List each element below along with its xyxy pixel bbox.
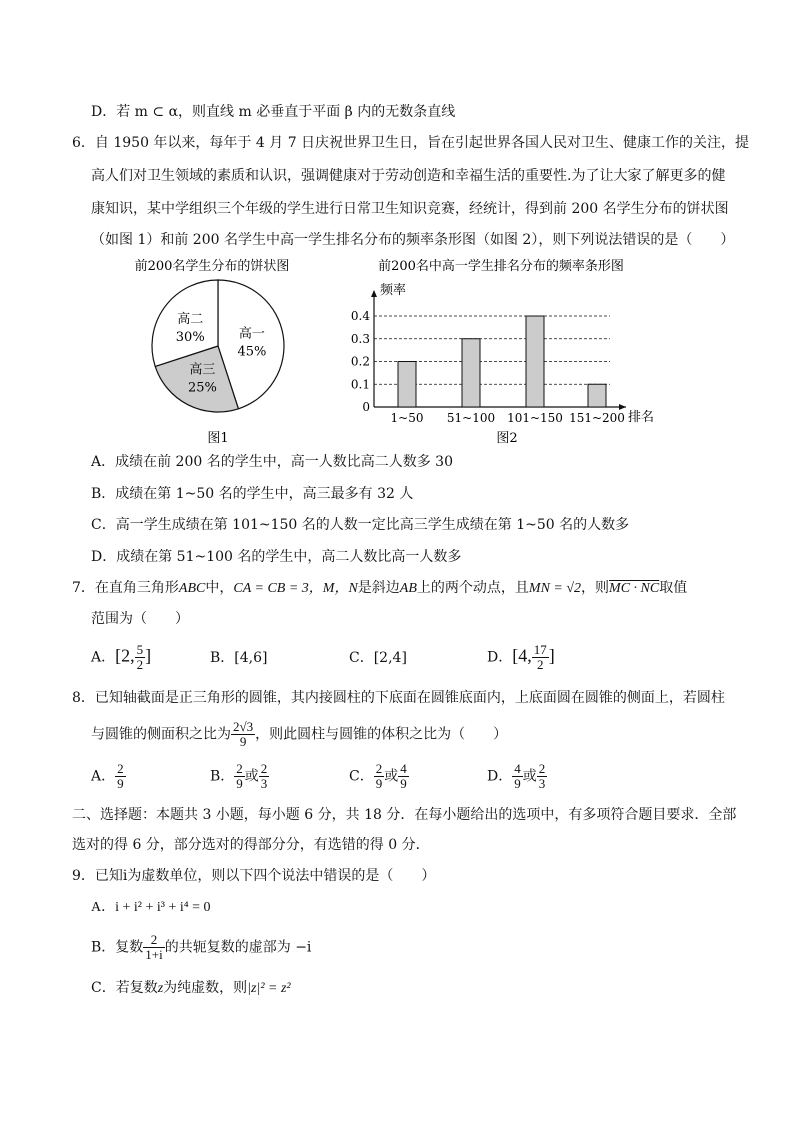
pie-slice-value-2: 30%: [175, 329, 205, 345]
x-axis-arrow: [619, 404, 626, 410]
pie-slice-label-0: 高一: [238, 326, 265, 342]
bar-2: [526, 316, 544, 407]
q8-text-line-1: 8．已知轴截面是正三角形的圆锥，其内接圆柱的下底面在圆锥底面内，上底面圆在圆锥的侧面上，若圆柱: [72, 690, 725, 706]
pie-slice-value-1: 25%: [187, 380, 217, 396]
y-tick-label: 0: [362, 400, 370, 414]
q7-option-b: B．[4,6]: [210, 650, 268, 666]
q6-option-b: B．成绩在第 1~50 名的学生中，高三最多有 32 人: [91, 486, 414, 502]
q7-option-d: D．[4, $\frac{17}{2}$ ]: [487, 642, 555, 672]
q7-triangle: ABC: [178, 581, 206, 596]
q7-hypotenuse: AB: [399, 581, 417, 596]
q6-option-d: D．成绩在第 51~100 名的学生中，高二人数比高一人数多: [91, 549, 462, 565]
q8-option-d: D． $\frac{4}{9}$ 或 $\frac{2}{3}$: [487, 761, 546, 791]
section-2-heading-line-2: 选对的得 6 分，部分选对的得部分分，有选错的得 0 分．: [72, 837, 430, 853]
q6-option-a: A．成绩在前 200 名的学生中，高一人数比高二人数多 30: [91, 454, 453, 470]
x-tick-label: 101~150: [507, 411, 563, 425]
x-tick-label: 51~100: [446, 411, 496, 425]
q6-text-line-2: 高人们对卫生领域的素质和认识，强调健康对于劳动创造和幸福生活的重要性.为了让大家了解更多的健: [91, 168, 726, 184]
bar-1: [462, 339, 480, 407]
q5-option-d: D．若 m ⊂ α，则直线 m 必垂直于平面 β 内的无数条直线: [91, 104, 456, 120]
y-tick-label: 0.4: [350, 309, 370, 323]
x-axis-label: 排名: [628, 410, 655, 425]
q8-option-c: C． $\frac{2}{9}$ 或 $\frac{4}{9}$: [349, 761, 407, 791]
x-tick-label: 151~200: [569, 411, 625, 425]
bar-chart: [351, 282, 654, 425]
q7-condition: CA = CB = 3，M，N: [233, 581, 358, 596]
bar-title: 前200名中高一学生排名分布的频率条形图: [378, 259, 624, 274]
q7-text-line-2: 范围为（ ）: [91, 611, 189, 627]
q9-option-a: A．i + i² + i³ + i⁴ = 0: [91, 900, 211, 915]
section-2-heading-line-1: 二、选择题：本题共 3 小题，每小题 6 分，共 18 分．在每小题给出的选项中，有多项符合题目要求．全部: [72, 807, 737, 823]
q6-figures: [0, 252, 794, 452]
q7-mid2: 是斜边: [357, 580, 400, 596]
q8-text-line-2: 与圆锥的侧面积之比为 $\frac{2√3}{9}$ ，则此圆柱与圆锥的体积之比为（ ）: [91, 719, 508, 749]
q8-option-a: A． $\frac{2}{9}$: [91, 761, 124, 791]
q7-mid3: 上的两个动点，且: [416, 580, 529, 596]
y-tick-label: 0.3: [350, 331, 370, 346]
q7-mid4: ，则: [581, 580, 610, 596]
bar-3: [588, 384, 606, 407]
q8-area-ratio: $\frac{2√3}{9}$: [233, 719, 254, 749]
x-tick-label: 1~50: [390, 411, 424, 425]
q7-dot-product: MC · NC: [609, 581, 660, 596]
y-tick-label: 0.1: [350, 377, 370, 392]
bar-0: [398, 362, 416, 408]
q8-option-b: B． $\frac{2}{9}$ 或 $\frac{2}{3}$: [210, 761, 268, 791]
q6-text-line-1: 6．自 1950 年以来，每年于 4 月 7 日庆祝世界卫生日，旨在引起世界各国人民对卫生、健康工作的关注，提: [72, 135, 750, 151]
y-axis-label: 频率: [380, 283, 407, 298]
pie-slice-label-1: 高三: [189, 362, 216, 378]
y-tick-label: 0.2: [350, 354, 370, 369]
q9-option-b: B．复数 $\frac{2}{1+i}$ 的共轭复数的虚部为 −i: [91, 932, 312, 962]
pie-chart: [152, 280, 284, 412]
q6-text-line-4: （如图 1）和前 200 名学生中高一学生排名分布的频率条形图（如图 2），则下列说法错误的是（ ）: [91, 232, 735, 248]
q6-text-line-3: 康知识，某中学组织三个年级的学生进行日常卫生知识竞赛，经统计，得到前 200 名学生分布的饼状图: [91, 201, 729, 217]
q7-option-c: C．[2,4]: [349, 650, 407, 666]
q7-mn-length: MN = √2: [528, 581, 582, 596]
q7-lead: 7．在直角三角形: [72, 580, 179, 596]
pie-slice-value-0: 45%: [237, 344, 267, 360]
pie-slice-label-2: 高二: [177, 311, 204, 327]
bar-caption: 图2: [496, 431, 518, 446]
q7-mid: 中，: [205, 580, 234, 596]
y-axis-arrow: [371, 290, 377, 297]
pie-caption: 图1: [207, 431, 229, 446]
q6-option-c: C．高一学生成绩在第 101~150 名的人数一定比高三学生成绩在第 1~50 名的人数多: [91, 517, 630, 533]
q9-option-c: C．若复数z为纯虚数，则|z|² = z²: [91, 980, 291, 996]
pie-title: 前200名学生分布的饼状图: [134, 259, 290, 274]
q7-tail: 取值: [659, 580, 688, 596]
q9-stem: 9．已知i为虚数单位，则以下四个说法中错误的是（ ）: [72, 868, 436, 884]
q7-text-line-1: [72, 578, 687, 599]
q7-option-a: A．[2, $\frac{5}{2}$ ]: [91, 642, 152, 672]
